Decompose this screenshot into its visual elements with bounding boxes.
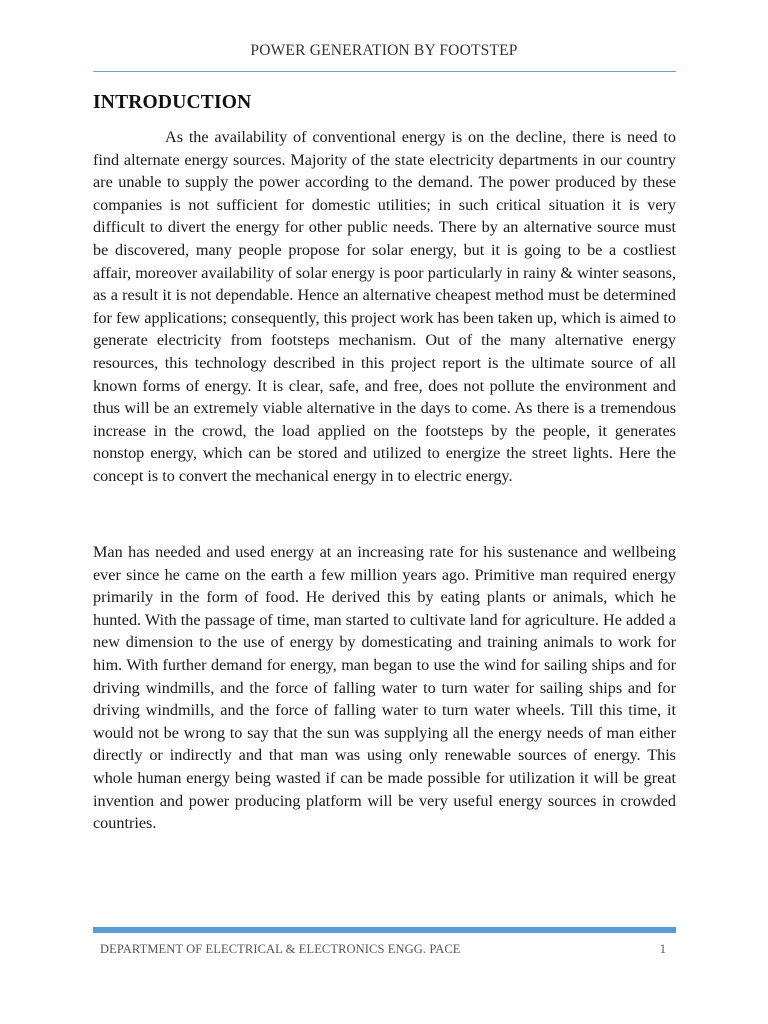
body-paragraph-2: Man has needed and used energy at an increasing rate for his sustenance and wellbeing ever since he came on the earth a few million years ago. Primitive man required energy primarily in the form of food. He derived this by eating plants or animals, which he hunted. With the passage of time, man started to cultivate land for agriculture. He added a new dimension to the use of energy by domesticating and training animals to work for him. With further demand for energy, man began to use the wind for sailing ships and for driving windmills, and the force of falling water to turn water for sailing ships and for driving windmills, and the force of falling water to turn water wheels. Till this time, it would not be wrong to say that the sun was supplying all the energy needs of man either directly or indirectly and that man was using only renewable sources of energy. This whole human energy being wasted if can be made possible for utilization it will be great invention and power producing platform will be very useful energy sources in crowded countries.	[93, 543, 676, 833]
page-header-title: POWER GENERATION BY FOOTSTEP	[250, 42, 518, 59]
footer-department: DEPARTMENT OF ELECTRICAL & ELECTRONICS ENGG. PACE	[100, 942, 461, 956]
body-paragraph-1: As the availability of conventional energy is on the decline, there is need to find alternate energy sources. Majority of the state electricity departments in our country are unable to supply the power according to the demand. The power produced by these companies is not sufficient for domestic utilities; in such critical situation it is very difficult to divert the energy for other public needs. There by an alternative source must be discovered, many people propose for solar energy, but it is going to be a costliest affair, moreover availability of solar energy is poor particularly in rainy & winter seasons, as a result it is not dependable. Hence an alternative cheapest method must be determined for few applications; consequently, this project work has been taken up, which is aimed to generate electricity from footsteps mechanism. Out of the many alternative energy resources, this technology described in this project report is the ultimate source of all known forms of energy. It is clear, safe, and free, does not pollute the environment and thus will be an extremely viable alternative in the days to come. As there is a tremendous increase in the crowd, the load applied on the footsteps by the people, it generates nonstop energy, which can be stored and utilized to energize the street lights. Here the concept is to convert the mechanical energy in to electric energy.	[93, 128, 676, 485]
footer-divider	[93, 927, 676, 933]
section-heading: INTRODUCTION	[93, 92, 252, 113]
header-divider	[93, 71, 676, 72]
page-number: 1	[659, 942, 666, 956]
